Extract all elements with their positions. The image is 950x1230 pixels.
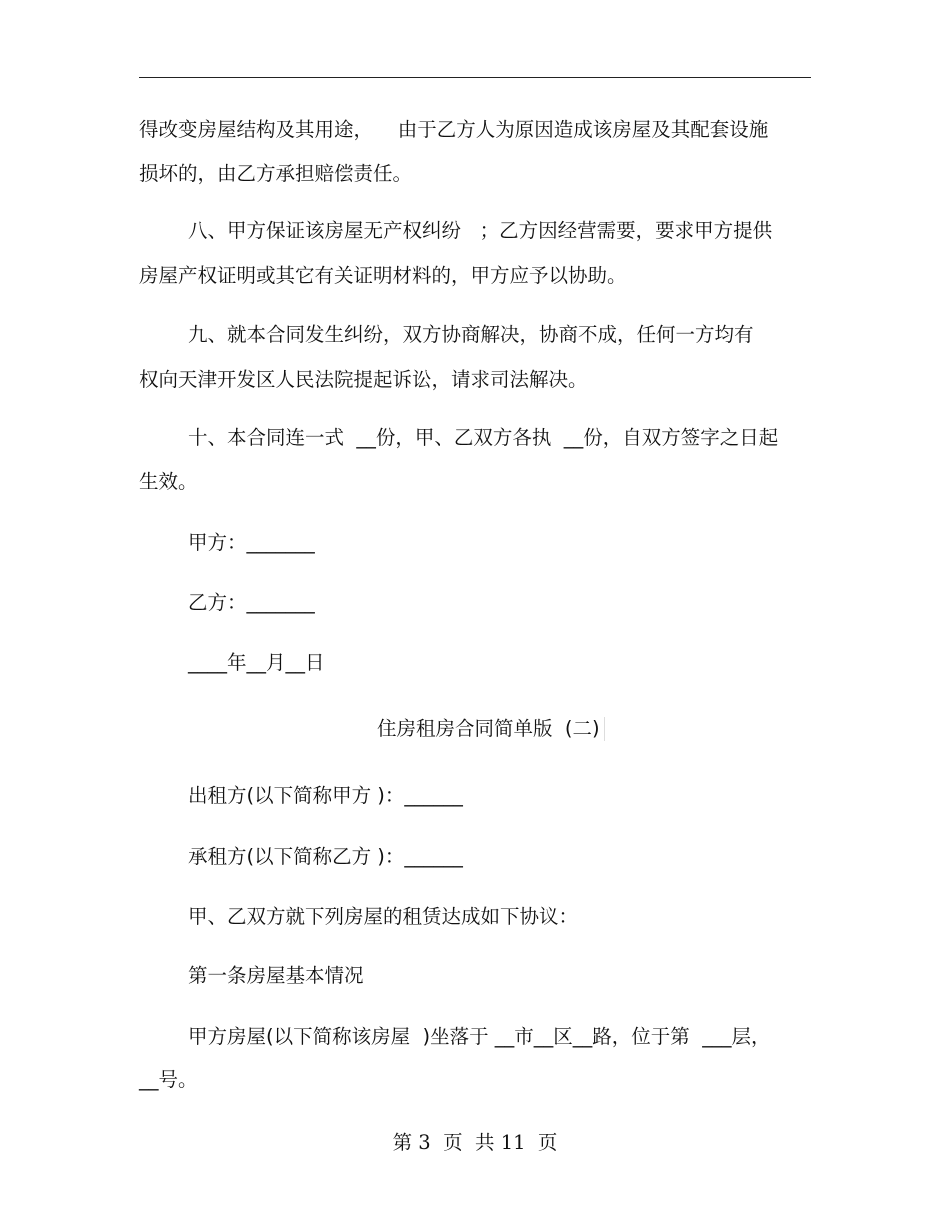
clause-8-line-2: 房屋产权证明或其它有关证明材料的，甲方应予以协助。 bbox=[139, 264, 627, 287]
contract-2-title: 住房租房合同简单版 (二) bbox=[377, 717, 605, 741]
paragraph-7-line-1: 得改变房屋结构及其用途， 由于乙方人为原因造成该房屋及其配套设施 bbox=[139, 118, 769, 141]
article-1-heading: 第一条房屋基本情况 bbox=[188, 964, 364, 987]
lessor-field: 出租方(以下简称甲方 )：______ bbox=[188, 784, 463, 807]
clause-10-line-1: 十、本合同连一式 __份，甲、乙双方各执 __份，自双方签字之日起 bbox=[188, 426, 779, 449]
signature-date: ____年__月__日 bbox=[188, 651, 325, 674]
clause-8-line-1: 八、甲方保证该房屋无产权纠纷 ；乙方因经营需要，要求甲方提供 bbox=[188, 219, 773, 242]
paragraph-7-line-2: 损坏的，由乙方承担赔偿责任。 bbox=[139, 162, 413, 185]
clause-9-line-1: 九、就本合同发生纠纷，双方协商解决，协商不成，任何一方均有 bbox=[188, 323, 754, 346]
article-1-line-1: 甲方房屋(以下简称该房屋 )坐落于 __市__区__路，位于第 ___层， bbox=[188, 1025, 771, 1048]
agreement-statement: 甲、乙双方就下列房屋的租赁达成如下协议： bbox=[188, 905, 579, 928]
clause-9-line-2: 权向天津开发区人民法院提起诉讼，请求司法解决。 bbox=[139, 368, 588, 391]
header-rule bbox=[139, 77, 811, 78]
party-b-signature: 乙方：_______ bbox=[188, 591, 315, 614]
clause-10-line-2: 生效。 bbox=[139, 470, 198, 493]
article-1-line-2: __号。 bbox=[139, 1068, 198, 1091]
party-a-signature: 甲方：_______ bbox=[188, 531, 315, 554]
lessee-field: 承租方(以下简称乙方 )：______ bbox=[188, 845, 463, 868]
page-number-footer: 第 3 页 共 11 页 bbox=[392, 1131, 558, 1154]
